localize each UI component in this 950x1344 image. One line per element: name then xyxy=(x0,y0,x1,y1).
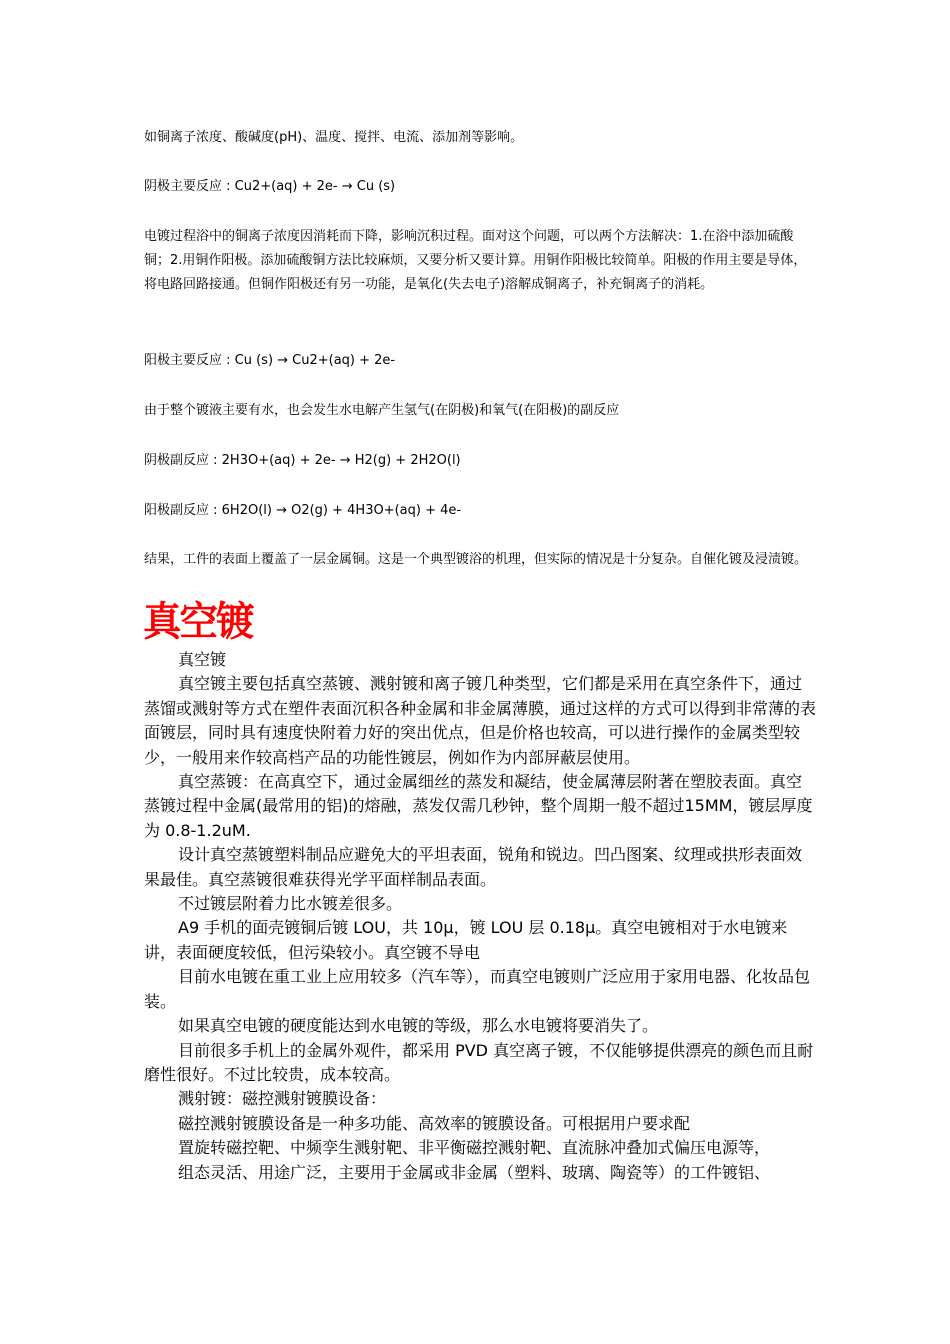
body-paragraph: 置旋转磁控靶、中频孪生溅射靶、非平衡磁控溅射靶、直流脉冲叠加式偏压电源等， xyxy=(178,1138,771,1158)
paragraph-result: 结果，工件的表面上覆盖了一层金属铜。这是一个典型镀浴的机理，但实际的情况是十分复杂。自催化镀及浸渍镀。 xyxy=(144,552,808,567)
paragraph-anode-side-reaction: 阳极副反应 : 6H2O(l) → O2(g) + 4H3O+(aq) + 4e- xyxy=(144,503,462,518)
paragraph-factors: 如铜离子浓度、酸碱度(pH)、温度、搅拌、电流、添加剂等影响。 xyxy=(144,130,524,145)
body-paragraph: A9 手机的面壳镀铜后镀 LOU，共 10μ，镀 LOU 层 0.18μ。真空电镀相对于水电镀来讲，表面硬度较低，但污染较小。真空镀不导电 xyxy=(144,918,788,962)
body-paragraph: 目前很多手机上的金属外观件，都采用 PVD 真空离子镀，不仅能够提供漂亮的颜色而且耐磨性很好。不过比较贵，成本较高。 xyxy=(144,1040,814,1084)
body-paragraph: 真空蒸镀：在高真空下，通过金属细丝的蒸发和凝结，使金属薄层附著在塑胶表面。真空蒸镀过程中金属(最常用的铝)的熔融，蒸发仅需几秒钟，整个周期一般不超过15MM，镀层厚度为 0.8-1.2uM. xyxy=(144,772,813,840)
body-paragraph: 溅射镀：磁控溅射镀膜设备： xyxy=(178,1089,387,1109)
body-paragraph: 设计真空蒸镀塑料制品应避免大的平坦表面，锐角和锐边。凹凸图案、纹理或拱形表面效果最佳。真空蒸镀很难获得光学平面样制品表面。 xyxy=(144,845,803,889)
body-paragraph: 磁控溅射镀膜设备是一种多功能、高效率的镀膜设备。可根据用户要求配 xyxy=(178,1113,691,1133)
body-paragraph: 真空镀主要包括真空蒸镀、溅射镀和离子镀几种类型，它们都是采用在真空条件下，通过蒸馏或溅射等方式在塑件表面沉积各种金属和非金属薄膜，通过这样的方式可以得到非常薄的表面镀层，同时具有速度快附着力好的突出优点，但是价格也较高，可以进行操作的金属类型较少，一般用来作较高档产品的功能性镀层，例如作为内部屏蔽层使用。 xyxy=(144,674,817,767)
section-body xyxy=(144,648,816,1185)
paragraph-anode-main-reaction: 阳极主要反应 : Cu (s) → Cu2+(aq) + 2e- xyxy=(144,353,396,368)
paragraph-side-reactions-intro: 由于整个镀液主要有水，也会发生水电解产生氢气(在阴极)和氧气(在阳极)的副反应 xyxy=(144,403,620,418)
paragraph-cathode-main-reaction: 阴极主要反应 : Cu2+(aq) + 2e- → Cu (s) xyxy=(144,179,396,194)
body-paragraph: 不过镀层附着力比水镀差很多。 xyxy=(178,894,403,914)
body-paragraph: 真空镀 xyxy=(178,650,227,669)
body-paragraph: 如果真空电镀的硬度能达到水电镀的等级，那么水电镀将要消失了。 xyxy=(178,1016,659,1036)
body-paragraph: 组态灵活、用途广泛，主要用于金属或非金属（塑料、玻璃、陶瓷等）的工件镀铝、 xyxy=(178,1162,771,1182)
body-paragraph: 目前水电镀在重工业上应用较多（汽车等），而真空电镀则广泛应用于家用电器、化妆品包装。 xyxy=(144,967,811,1011)
paragraph-cathode-side-reaction: 阴极副反应 : 2H3O+(aq) + 2e- → H2(g) + 2H2O(l) xyxy=(144,453,461,468)
paragraph-copper-ion-depletion: 电镀过程浴中的铜离子浓度因消耗而下降，影响沉积过程。面对这个问题，可以两个方法解决：1.在浴中添加硫酸铜；2.用铜作阳极。添加硫酸铜方法比较麻烦，又要分析又要计算。用铜作阳极比较简单。阳极的作用主要是导体，将电路回路接通。但铜作阳极还有另一功能，是氧化(失去电子)溶解成铜离子，补充铜离子的消耗。 xyxy=(144,229,807,292)
section-heading: 真空镀 xyxy=(143,599,253,645)
